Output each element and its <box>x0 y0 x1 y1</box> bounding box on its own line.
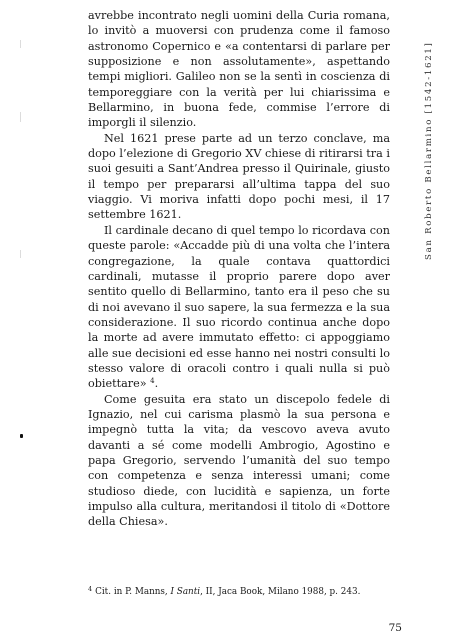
page-number: 75 <box>388 622 402 634</box>
footnote-text-after: , II, Jaca Book, Milano 1988, p. 243. <box>200 587 361 597</box>
scan-artifact <box>20 112 21 122</box>
scan-artifact <box>20 250 21 258</box>
paragraph-3: Il cardinale decano di quel tempo lo ricordava con queste parole: «Accadde più di una volta che l’intera congregazione, la quale contava quattordici cardinali, mutasse il proprio parere dopo aver sentito quello di Bellarmino, tanto era il peso che su di noi avevano il suo sapere, la sua fermezza e la sua considerazione. Il suo ricordo continua anche dopo la morte ad avere immutato effetto: ci appoggiamo alle sue decisioni ed esse hanno nei nostri consulti lo stesso valore di oracoli contro i quali nulla si può obiettare» $^4$. <box>88 223 390 391</box>
footnote-reference: 4 <box>150 377 155 386</box>
paragraph-2: Nel 1621 prese parte ad un terzo conclave, ma dopo l’elezione di Gregorio XV chiese di ritirarsi tra i suoi gesuiti a Sant’Andrea presso il Quirinale, giusto il tempo per prepararsi all’ultima tappa del suo viaggio. Vi moriva infatti dopo pochi mesi, il 17 settembre 1621. <box>88 131 390 222</box>
footnote-book-title: I Santi <box>170 587 201 597</box>
paragraph-1: avrebbe incontrato negli uomini della Curia romana, lo invitò a muoversi con prudenza come il famoso astronomo Copernico e «a contentarsi di parlare per supposizione e non assolutamente», aspettando tempi migliori. Galileo non se la sentì in coscienza di temporeggiare con la verità per lui chiarissima e Bellarmino, in buona fede, commise l’errore di imporgli il silenzio. <box>88 9 390 130</box>
scan-artifact <box>20 40 21 48</box>
ink-speck <box>20 434 23 438</box>
running-head: San Roberto Bellarmino [1542-1621] <box>424 41 434 260</box>
paragraph-3-text: Il cardinale decano di quel tempo lo ricordava con queste parole: «Accadde più di una volta che l’intera congregazione, la quale contava quattordici cardinali, mutasse il proprio parere dopo aver sentito quello di Bellarmino, tanto era il peso che su di noi avevano il suo sapere, la sua fermezza e la sua considerazione. Il suo ricordo continua anche dopo la morte ad avere immutato effetto: ci appoggiamo alle sue decisioni ed esse hanno nei nostri consulti lo stesso valore di oracoli contro i quali nulla si può obiettare» <box>88 223 390 391</box>
footnote-number: 4 <box>88 585 93 593</box>
footnote <box>88 584 390 598</box>
body-text <box>88 8 390 530</box>
paragraph-4: Come gesuita era stato un discepolo fedele di Ignazio, nel cui carisma plasmò la sua persona e impegnò tutta la vita; da vescovo aveva avuto davanti a sé come modelli Ambrogio, Agostino e papa Gregorio, servendo l’umanità del suo tempo con competenza e senza interessi umani; come studioso diede, con lucidità e sapienza, un forte impulso alla cultura, meritandosi il titolo di «Dottore della Chiesa». <box>88 392 390 529</box>
footnote-text-before: Cit. in P. Manns, <box>95 587 171 597</box>
